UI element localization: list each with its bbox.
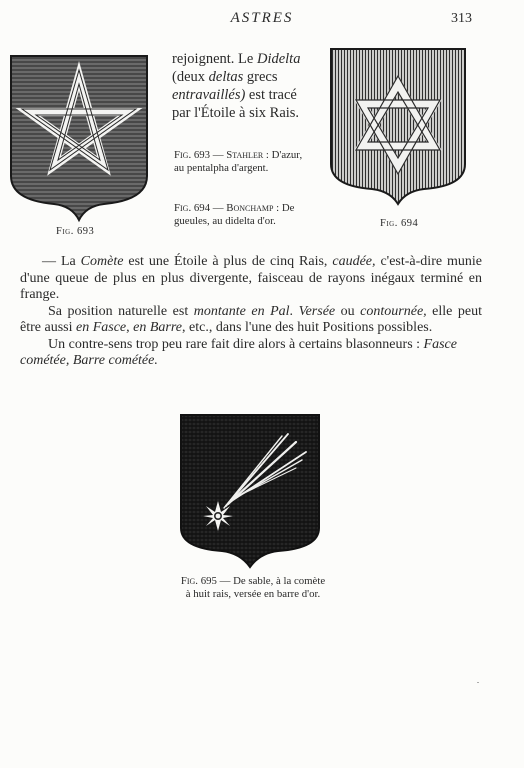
page-number: 313: [451, 11, 472, 26]
fig-693-label: Fig. 693: [56, 226, 95, 237]
didelta-shield-icon: [328, 46, 468, 208]
body-text: [20, 254, 482, 370]
running-head: ASTRES: [230, 10, 294, 26]
fig-694-label: Fig. 694: [380, 218, 419, 229]
fig-694-caption: Fig. 694 — Bonchamp : De gueules, au didelta d'or.: [174, 202, 295, 227]
fig-693-caption: Fig. 693 — Stahler : D'azur, au pentalpha d'argent.: [174, 149, 303, 174]
paragraph-contresens: Un contre-sens trop peu rare fait dire alors à certains blasonneurs : Fasce cométée, Barre cométée.: [20, 336, 457, 368]
comet-shield-icon: [178, 412, 322, 570]
pentalpha-shield-icon: [8, 52, 150, 224]
paragraph-comete: — La Comète est une Étoile à plus de cinq Rais, caudée, c'est-à-dire munie d'une queue de plus en plus divergente, faisceau de rayons inégaux terminé en frange.: [20, 254, 483, 302]
fig-695-caption: Fig. 695 — De sable, à la comète à huit rais, versée en barre d'or.: [180, 575, 326, 600]
footer-mark: .: [477, 676, 479, 685]
paragraph-position: Sa position naturelle est montante en Pal. Versée ou contournée, elle peut être aussi en Fasce, en Barre, etc., dans l'une des huit Positions possibles.: [20, 303, 483, 335]
intro-paragraph: rejoignent. Le Didelta (deux deltas grecs entravaillés) est tracé par l'Étoile à six Rais.: [172, 51, 301, 121]
